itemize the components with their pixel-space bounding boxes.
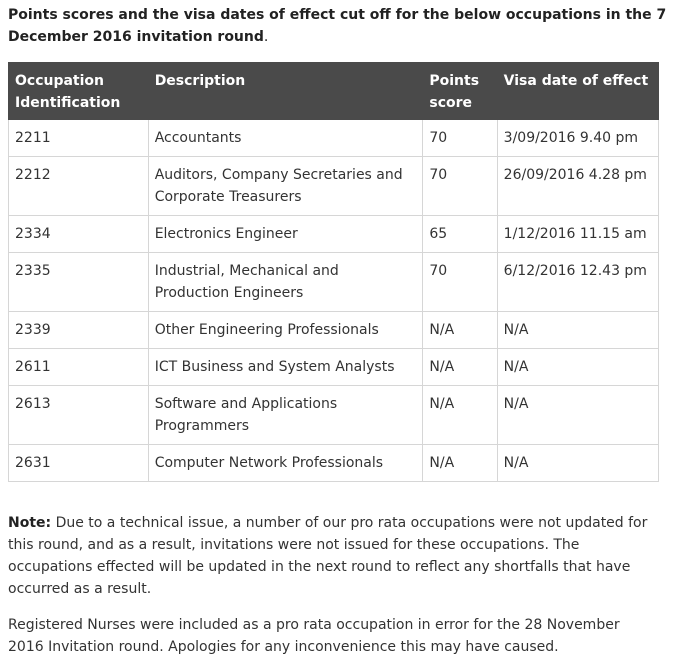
cell-occupation-id: 2631 xyxy=(9,445,149,482)
note-paragraph xyxy=(8,512,659,600)
cell-points: 70 xyxy=(423,157,497,216)
cell-points: 65 xyxy=(423,216,497,253)
cell-occupation-id: 2334 xyxy=(9,216,149,253)
cell-visa-date: N/A xyxy=(497,312,658,349)
cell-description: Computer Network Professionals xyxy=(148,445,423,482)
cell-occupation-id: 2335 xyxy=(9,253,149,312)
table-header-row xyxy=(9,62,659,120)
table-row xyxy=(9,445,659,482)
cell-visa-date: 3/09/2016 9.40 pm xyxy=(497,120,658,157)
table-row xyxy=(9,349,659,386)
occupations-table xyxy=(8,62,659,482)
cell-occupation-id: 2613 xyxy=(9,386,149,445)
page-heading xyxy=(8,0,668,48)
cell-visa-date: N/A xyxy=(497,349,658,386)
cell-points: N/A xyxy=(423,349,497,386)
note-text: Due to a technical issue, a number of our pro rata occupations were not updated for this round, and as a result, invitations were not issued for these occupations. The occupations effected will be updated in the next round to reflect any shortfalls that have occurred as a result. xyxy=(8,515,648,597)
nurses-paragraph: Registered Nurses were included as a pro rata occupation in error for the 28 November 2016 Invitation round. Apologies for any inconvenience this may have caused. xyxy=(8,617,620,655)
cell-points: 70 xyxy=(423,120,497,157)
page-content xyxy=(8,0,668,658)
header-visa-date: Visa date of effect xyxy=(497,62,658,120)
cell-points: N/A xyxy=(423,386,497,445)
cell-description: Other Engineering Professionals xyxy=(148,312,423,349)
table-row xyxy=(9,216,659,253)
cell-description: ICT Business and System Analysts xyxy=(148,349,423,386)
table-row xyxy=(9,157,659,216)
cell-visa-date: 26/09/2016 4.28 pm xyxy=(497,157,658,216)
cell-occupation-id: 2211 xyxy=(9,120,149,157)
cell-points: 70 xyxy=(423,253,497,312)
cell-occupation-id: 2339 xyxy=(9,312,149,349)
cell-description: Electronics Engineer xyxy=(148,216,423,253)
cell-occupation-id: 2212 xyxy=(9,157,149,216)
header-occupation-id: Occupation Identification xyxy=(9,62,149,120)
cell-occupation-id: 2611 xyxy=(9,349,149,386)
cell-visa-date: 1/12/2016 11.15 am xyxy=(497,216,658,253)
cell-points: N/A xyxy=(423,445,497,482)
table-row xyxy=(9,312,659,349)
heading-bold-text: Points scores and the visa dates of effect cut off for the below occupations in the 7 December 2016 invitation round xyxy=(8,7,667,45)
cell-description: Industrial, Mechanical and Production Engineers xyxy=(148,253,423,312)
cell-description: Software and Applications Programmers xyxy=(148,386,423,445)
note-label: Note: xyxy=(8,515,52,531)
cell-visa-date: 6/12/2016 12.43 pm xyxy=(497,253,658,312)
cell-visa-date: N/A xyxy=(497,445,658,482)
table-row xyxy=(9,386,659,445)
header-points: Points score xyxy=(423,62,497,120)
table-row xyxy=(9,120,659,157)
heading-tail-text: . xyxy=(263,29,269,45)
cell-visa-date: N/A xyxy=(497,386,658,445)
cell-description: Auditors, Company Secretaries and Corporate Treasurers xyxy=(148,157,423,216)
header-description: Description xyxy=(148,62,423,120)
cell-description: Accountants xyxy=(148,120,423,157)
table-row xyxy=(9,253,659,312)
cell-points: N/A xyxy=(423,312,497,349)
